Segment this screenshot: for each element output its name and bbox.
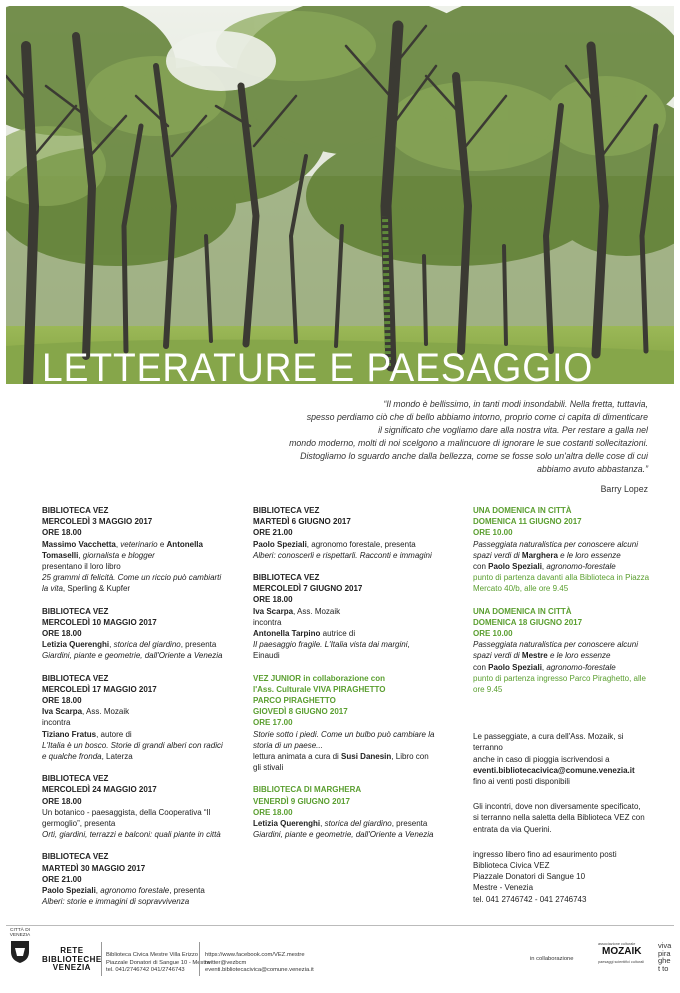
event-line: punto di partenza ingresso Parco Piraghetto, alle	[473, 673, 646, 683]
event-line: Alberi: conoscerli e rispettarli. Racconti e immagini	[253, 550, 432, 560]
event-line: Un botanico - paesaggista, della Cooperativa “Il	[42, 807, 211, 817]
event-line: gli stivali	[253, 763, 284, 773]
event-heading: ORE 10.00	[473, 528, 513, 538]
poster-title: LETTERATURE E PAESAGGIO	[42, 346, 594, 390]
info-line: Gli incontri, dove non diversamente specificato,	[473, 802, 641, 812]
event-heading: MERCOLEDÌ 3 MAGGIO 2017	[42, 517, 153, 527]
event-line: punto di partenza davanti alla Biblioteca in Piazza	[473, 573, 650, 583]
event-heading: ORE 17.00	[253, 718, 293, 728]
event-line: Mercato 40/b, alle ore 9.45	[473, 584, 569, 594]
event-heading: VEZ JUNIOR in collaborazione con	[253, 673, 386, 683]
event-heading: ORE 18.00	[42, 629, 82, 639]
info-incontri	[473, 801, 653, 835]
event-heading: MERCOLEDÌ 7 GIUGNO 2017	[253, 584, 363, 594]
footer-separator	[199, 942, 200, 976]
info-line: tel. 041 2746742 - 041 2746743	[473, 894, 587, 904]
quote: “Il mondo è bellissimo, in tanti modi insondabili. Nella fretta, tuttavia, spesso perdiamo ciò che di bello abbiamo intorno, proprio come ci capita di dimenticare il significato che vogliamo dare alla nostra vita. Per restare a galla nel mondo moderno, molti di noi scelgono a malincuore di ignorare le sue costanti sollecitazioni. Distogliamo lo sguardo anche dalla bellezza, come se fosse solo un'altra delle cose di cui abbiamo avuto abbastanza.”	[289, 399, 648, 474]
info-ingresso	[473, 849, 653, 905]
event-line: Passeggiata naturalistica per conoscere alcuni	[473, 640, 638, 650]
event-line: Giardini, piante e geometrie, dall'Oriente a Venezia	[42, 651, 223, 661]
event-line: Alberi: storie e immagini di sopravvivenza	[42, 897, 190, 907]
event-heading: ORE 10.00	[473, 629, 513, 639]
event-line: spazi verdi di Mestre e le loro essenze	[473, 651, 611, 661]
event-block	[253, 784, 458, 840]
event-heading: BIBLIOTECA VEZ	[253, 506, 320, 515]
event-heading: l'Ass. Culturale VIVA PIRAGHETTO	[253, 684, 386, 694]
citta-di-venezia-logo: CITTÀ DI VENEZIA	[6, 928, 34, 966]
event-heading: ORE 18.00	[42, 528, 82, 538]
info-line: Biblioteca Civica VEZ	[473, 861, 550, 871]
facebook-link[interactable]: https://www.facebook.com/VEZ.mestre	[205, 952, 305, 958]
info-passeggiate	[473, 731, 653, 787]
event-block	[253, 673, 458, 774]
event-line: eventi.bibliotecacivica@comune.venezia.it	[473, 765, 635, 775]
rete-biblioteche-logo: RETE BIBLIOTECHE VENEZIA	[42, 946, 102, 972]
collab-label: in collaborazione	[530, 956, 574, 962]
event-line: ore 9.45	[473, 685, 503, 695]
event-line: Letizia Querenghi, storica del giardino, presenta	[42, 640, 217, 650]
event-heading: ORE 18.00	[253, 595, 293, 605]
event-block	[473, 606, 653, 696]
event-heading: DOMENICA 11 GIUGNO 2017	[473, 517, 582, 527]
info-line: si terranno nella saletta della Biblioteca VEZ con	[473, 813, 645, 823]
event-block	[253, 505, 458, 561]
footer-separator	[101, 942, 102, 976]
event-heading: ORE 21.00	[253, 528, 293, 538]
event-line: Paolo Speziali, agronomo forestale, presenta	[42, 886, 205, 896]
event-line: incontra	[253, 617, 282, 627]
event-heading: MERCOLEDÌ 10 MAGGIO 2017	[42, 617, 157, 627]
twitter-link[interactable]: twitter@vezbcm	[205, 959, 247, 966]
event-line: e qualche fronda, Laterza	[42, 752, 133, 762]
event-line: storia di un paese...	[253, 740, 323, 750]
event-block	[42, 505, 242, 595]
event-line: Le passeggiate, a cura dell'Ass. Mozaik, si terranno	[473, 732, 624, 753]
event-line: 25 grammi di felicità. Come un riccio può cambiarti	[42, 573, 222, 583]
event-line: Paolo Speziali, agronomo forestale, presenta	[253, 539, 416, 549]
footer-address: Biblioteca Civica Mestre Villa Erizzo Piazzale Donatori di Sangue 10 - Mestre tel. 041/2746742 041/2746743	[106, 952, 211, 973]
event-line: con Paolo Speziali, agronomo-forestale	[473, 662, 616, 672]
event-heading: UNA DOMENICA IN CITTÀ	[473, 606, 572, 616]
event-line: Tomaselli, giornalista e blogger	[42, 550, 155, 560]
venezia-crest-icon	[9, 938, 31, 964]
event-heading: BIBLIOTECA VEZ	[42, 673, 109, 683]
footer-links	[205, 952, 314, 975]
event-heading: ORE 18.00	[253, 807, 293, 817]
events-column-1	[42, 505, 242, 919]
event-line: Passeggiata naturalistica per conoscere alcuni	[473, 539, 638, 549]
event-line: Antonella Tarpino autrice di	[253, 629, 356, 639]
event-line: spazi verdi di Marghera e le loro essenze	[473, 550, 621, 560]
event-line: Orti, giardini, terrazzi e balconi: quali piante in città	[42, 830, 221, 840]
event-line: Storie sotto i piedi. Come un bulbo può cambiare la	[253, 729, 435, 739]
event-line: anche in caso di pioggia iscrivendosi a	[473, 754, 610, 764]
event-line: incontra	[42, 718, 71, 728]
event-line: Il paesaggio fragile. L'Italia vista dai margini,	[253, 640, 410, 650]
event-heading: BIBLIOTECA VEZ	[42, 606, 109, 616]
event-heading: ORE 18.00	[42, 696, 82, 706]
event-line: lettura animata a cura di Susi Danesin, Libro con	[253, 752, 429, 762]
event-block	[42, 673, 242, 763]
event-heading: DOMENICA 18 GIUGNO 2017	[473, 617, 583, 627]
event-heading: MERCOLEDÌ 24 MAGGIO 2017	[42, 785, 157, 795]
event-block	[473, 505, 653, 595]
event-line: germoglio”, presenta	[42, 819, 116, 829]
event-line: L'Italia è un bosco. Storie di grandi alberi con radici	[42, 740, 223, 750]
event-heading: BIBLIOTECA VEZ	[42, 506, 109, 515]
event-block	[42, 773, 242, 840]
event-heading: ORE 21.00	[42, 874, 82, 884]
event-line: Tiziano Fratus, autore di	[42, 729, 132, 739]
event-block	[253, 572, 458, 662]
event-line: Iva Scarpa, Ass. Mozaik	[42, 707, 130, 717]
mozaik-subtitle: paesaggi scientifici culturali	[598, 960, 645, 964]
info-line: entrata da via Querini.	[473, 824, 552, 834]
hero-forest-photo	[6, 6, 674, 384]
info-line: Mestre - Venezia	[473, 883, 534, 893]
event-line: Giardini, piante e geometrie, dall'Oriente a Venezia	[253, 830, 434, 840]
event-heading: BIBLIOTECA VEZ	[42, 852, 109, 862]
event-heading: MERCOLEDÌ 17 MAGGIO 2017	[42, 684, 157, 694]
info-line: ingresso libero fino ad esaurimento posti	[473, 849, 617, 859]
mozaik-tagline: associazione culturale	[598, 942, 636, 946]
email-link[interactable]: eventi.bibliotecacivica@comune.venezia.it	[205, 967, 314, 973]
quote-author: Barry Lopez	[600, 484, 648, 494]
event-heading: ORE 18.00	[42, 796, 82, 806]
mozaik-logo: MOZAIK	[602, 946, 642, 957]
event-heading: MARTEDÌ 30 MAGGIO 2017	[42, 863, 146, 873]
info-line: Piazzale Donatori di Sangue 10	[473, 872, 586, 882]
event-line: Iva Scarpa, Ass. Mozaik	[253, 606, 341, 616]
event-line: con Paolo Speziali, agronomo-forestale	[473, 562, 616, 572]
event-heading: VENERDÌ 9 GIUGNO 2017	[253, 796, 350, 806]
event-block	[42, 851, 242, 907]
event-line: presentano il loro libro	[42, 562, 121, 572]
event-heading: BIBLIOTECA DI MARGHERA	[253, 785, 362, 795]
forest-illustration	[6, 6, 674, 384]
event-heading: BIBLIOTECA VEZ	[42, 774, 109, 784]
events-column-2	[253, 505, 458, 851]
event-line: Letizia Querenghi, storica del giardino, presenta	[253, 819, 428, 829]
event-heading: BIBLIOTECA VEZ	[253, 573, 320, 583]
event-line: fino ai venti posti disponibili	[473, 777, 570, 787]
event-line: Einaudi	[253, 651, 280, 661]
event-line: Massimo Vacchetta, veterinario e Antonella	[42, 539, 203, 549]
event-heading: PARCO PIRAGHETTO	[253, 696, 336, 706]
event-block	[42, 606, 242, 662]
event-heading: UNA DOMENICA IN CITTÀ	[473, 506, 572, 515]
event-heading: GIOVEDÌ 8 GIUGNO 2017	[253, 707, 348, 717]
event-heading: MARTEDÌ 6 GIUGNO 2017	[253, 517, 351, 527]
events-column-3	[473, 505, 653, 916]
footer-divider	[6, 925, 674, 926]
viva-piraghetto-logo: viva pira ghet to	[658, 941, 672, 973]
event-line: la vita, Sperling & Kupfer	[42, 584, 131, 594]
